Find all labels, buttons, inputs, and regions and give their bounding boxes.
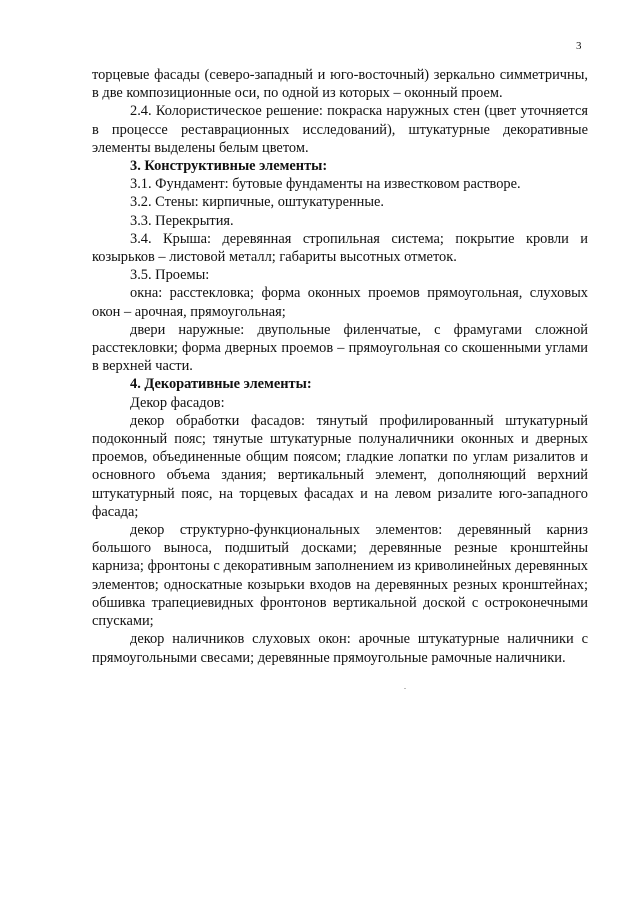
- paragraph-doors: двери наружные: двупольные филенчатые, с фрамугами сложной расстекловки; форма дверных проемов – прямоугольная со скошенными углами в верхней части.: [92, 321, 588, 375]
- paragraph-facades-symmetry: торцевые фасады (северо-западный и юго-восточный) зеркально симметричны, в две композиционные оси, по одной из которых – оконный проем.: [92, 67, 588, 102]
- paragraph-roof: 3.4. Крыша: деревянная стропильная система; покрытие кровли и козырьков – листовой металл; габариты высотных отметок.: [92, 230, 588, 266]
- paragraph-structural-decor: декор структурно-функциональных элементов: деревянный карниз большого выноса, подшитый досками; деревянные резные кронштейны карниза; фронтоны с декоративным заполнением из криволинейных деревянных элементов; односкатные козырьки входов на деревянных резных кронштейнах; обшивка трапециевидных фронтонов вертикальной доской с остроконечными спусками;: [92, 522, 588, 630]
- paragraph-facade-decor-heading: Декор фасадов:: [130, 394, 225, 411]
- paragraph-walls: 3.2. Стены: кирпичные, оштукатуренные.: [130, 194, 385, 211]
- paragraph-foundation: 3.1. Фундамент: бутовые фундаменты на известковом растворе.: [130, 176, 521, 193]
- document-body: [92, 66, 588, 667]
- page-number: 3: [576, 40, 582, 52]
- section-heading-structural-elements: 3. Конструктивные элементы:: [130, 158, 328, 175]
- paragraph-windows: окна: расстекловка; форма оконных проемов прямоугольная, слуховых окон – арочная, прямоугольная;: [92, 285, 588, 320]
- paragraph-openings: 3.5. Проемы:: [130, 267, 210, 284]
- paragraph-dormer-trim-decor: декор наличников слуховых окон: арочные штукатурные наличники с прямоугольными свесами; деревянные прямоугольные рамочные наличники.: [92, 631, 588, 666]
- paragraph-floors: 3.3. Перекрытия.: [130, 212, 234, 229]
- section-heading-decorative-elements: 4. Декоративные элементы:: [130, 376, 312, 393]
- scan-speck: [404, 688, 406, 689]
- paragraph-color-scheme: 2.4. Колористическое решение: покраска наружных стен (цвет уточняется в процессе реставрационных исследований), штукатурные декоративные элементы выделены белым цветом.: [92, 103, 588, 156]
- paragraph-facade-finishing-decor: декор обработки фасадов: тянутый профилированный штукатурный подоконный пояс; тянутые штукатурные полуналичники оконных и дверных проемов, объединенные общим поясом; гладкие лопатки по углам ризалитов и основного объема здания; вертикальный элемент, дополняющий верхний штукатурный пояс, на торцевых фасадах и на левом ризалите юго-западного фасада;: [92, 412, 588, 520]
